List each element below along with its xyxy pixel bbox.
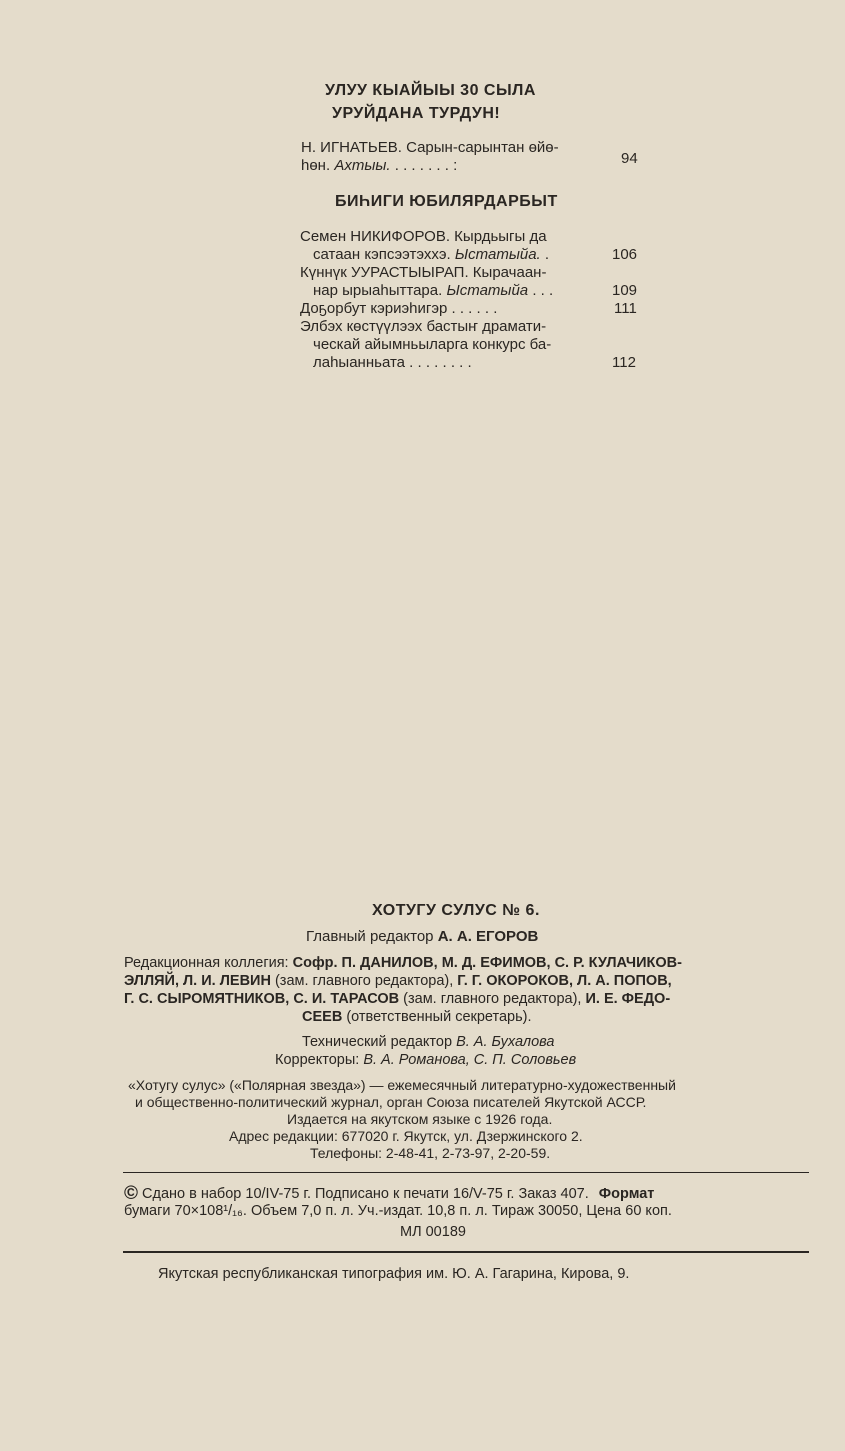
correctors-label: Корректоры: — [275, 1052, 360, 1068]
toc-entry-5-line2: ческай айымньыларга конкурс ба- — [313, 336, 552, 353]
section2-title: БИҺИГИ ЮБИЛЯРДАРБЫТ — [335, 193, 558, 210]
toc-entry-1-line2 — [301, 157, 457, 175]
toc-entry-1-genre: Ахтыы. — [334, 157, 391, 174]
toc-entry-2-text-cont: сатаан кэпсээтэххэ. — [313, 246, 451, 263]
tech-editor-name: В. А. Бухалова — [456, 1034, 555, 1050]
board-line-2 — [124, 972, 672, 990]
board-names-1: Софр. П. ДАНИЛОВ, М. Д. ЕФИМОВ, С. Р. КУЛАЧИКОВ- — [292, 955, 682, 971]
toc-entry-2-page: 106 — [612, 246, 638, 263]
section1-title-line1: УЛУУ КЫАЙЫЫ 30 СЫЛА — [325, 82, 536, 99]
toc-entry-4-page: 111 — [614, 300, 637, 317]
editorial-phones: Телефоны: 2-48-41, 2-73-97, 2-20-59. — [310, 1145, 551, 1161]
correctors — [275, 1052, 576, 1068]
board-role-4: (ответственный секретарь). — [346, 1009, 532, 1025]
toc-entry-1-page: 94 — [621, 150, 638, 167]
toc-entry-4 — [300, 300, 497, 318]
toc-entry-3-page: 109 — [612, 282, 638, 299]
print-dates: Сдано в набор 10/IV-75 г. Подписано к печати 16/V-75 г. Заказ 407. — [142, 1186, 589, 1202]
toc-entry-2-author: Семен НИКИФОРОВ. — [300, 228, 450, 245]
chief-editor — [306, 928, 538, 945]
toc-entry-3-line1 — [300, 264, 546, 282]
divider-top — [123, 1172, 809, 1173]
chief-editor-name: А. А. ЕГОРОВ — [437, 928, 539, 945]
tech-editor-label: Технический редактор — [302, 1034, 453, 1050]
toc-entry-3-genre: Ыстатыйа — [446, 282, 529, 299]
toc-entry-1-line1 — [301, 139, 559, 157]
toc-entry-5-line1: Элбэх көстүүлээх бастыҥ драмати- — [300, 318, 547, 335]
board-names-3c: И. Е. ФЕДО- — [585, 991, 671, 1007]
print-format-label: Формат — [598, 1186, 655, 1202]
toc-entry-4-text: Доҕорбут кэриэһигэр — [300, 300, 448, 317]
board-names-2a: ЭЛЛЯЙ, Л. И. ЛЕВИН — [124, 973, 271, 989]
print-info-line-1 — [124, 1183, 654, 1205]
toc-entry-1-dots: . . . . . . . : — [394, 157, 458, 174]
board-line-4 — [302, 1008, 532, 1026]
board-line-3 — [124, 990, 670, 1008]
board-role-3: (зам. главного редактора), — [403, 991, 582, 1007]
section1-title-line2: УРУЙДАНА ТУРДУН! — [332, 105, 501, 122]
journal-title: ХОТУГУ СУЛУС № 6. — [372, 902, 540, 919]
toc-entry-3-text-cont: нар ырыаһыттара. — [313, 282, 443, 299]
print-info-line-2: бумаги 70×108¹/₁₆. Объем 7,0 п. л. Уч.-издат. 10,8 п. л. Тираж 30050, Цена 60 коп. — [124, 1203, 672, 1219]
journal-description-2: и общественно-политический журнал, орган Союза писателей Якутской АССР. — [135, 1094, 647, 1110]
journal-description-1: «Хотугу сулус» («Полярная звезда») — ежемесячный литературно-художественный — [128, 1077, 676, 1093]
editorial-address: Адрес редакции: 677020 г. Якутск, ул. Дзержинского 2. — [229, 1128, 583, 1144]
toc-entry-2-genre: Ыстатыйа. — [454, 246, 541, 263]
toc-entry-2-line2 — [313, 246, 549, 264]
toc-entry-1-text: Сарын-сарынтан өйө- — [406, 139, 559, 156]
toc-entry-5-line3 — [313, 354, 472, 372]
divider-bottom — [123, 1251, 809, 1253]
chief-editor-label: Главный редактор — [306, 928, 434, 945]
toc-entry-5-page: 112 — [612, 354, 636, 371]
print-info-line-3: МЛ 00189 — [400, 1224, 466, 1240]
board-line-1 — [124, 954, 682, 972]
toc-entry-3-dots: . . . — [532, 282, 554, 299]
toc-entry-3-line2 — [313, 282, 553, 300]
board-names-4a: СЕЕВ — [302, 1009, 343, 1025]
toc-entry-4-dots: . . . . . . — [451, 300, 498, 317]
printer-info: Якутская республиканская типография им. Ю. А. Гагарина, Кирова, 9. — [158, 1266, 630, 1282]
board-role-2: (зам. главного редактора), — [274, 973, 454, 989]
board-names-2c: Г. Г. ОКОРОКОВ, Л. А. ПОПОВ, — [457, 973, 672, 989]
tech-editor — [302, 1034, 554, 1050]
toc-entry-5-text: лаһыанньата — [313, 354, 405, 371]
toc-entry-5-dots: . . . . . . . . — [409, 354, 472, 371]
toc-entry-2-line1 — [300, 228, 547, 246]
copyright-icon: © — [124, 1183, 138, 1204]
toc-entry-3-author: Күннүк УУРАСТЫЫРАП. — [300, 264, 469, 281]
correctors-names: В. А. Романова, С. П. Соловьев — [363, 1052, 577, 1068]
toc-entry-1-author: Н. ИГНАТЬЕВ. — [301, 139, 402, 156]
journal-description-3: Издается на якутском языке с 1926 года. — [287, 1111, 553, 1127]
toc-entry-2-text: Кырдьыгы да — [454, 228, 547, 245]
board-label: Редакционная коллегия: — [124, 955, 289, 971]
toc-entry-2-dots: . — [544, 246, 550, 263]
board-names-3a: Г. С. СЫРОМЯТНИКОВ, С. И. ТАРАСОВ — [124, 991, 400, 1007]
toc-entry-1-text-cont: һөн. — [301, 157, 331, 174]
toc-entry-3-text: Кырачаан- — [472, 264, 547, 281]
